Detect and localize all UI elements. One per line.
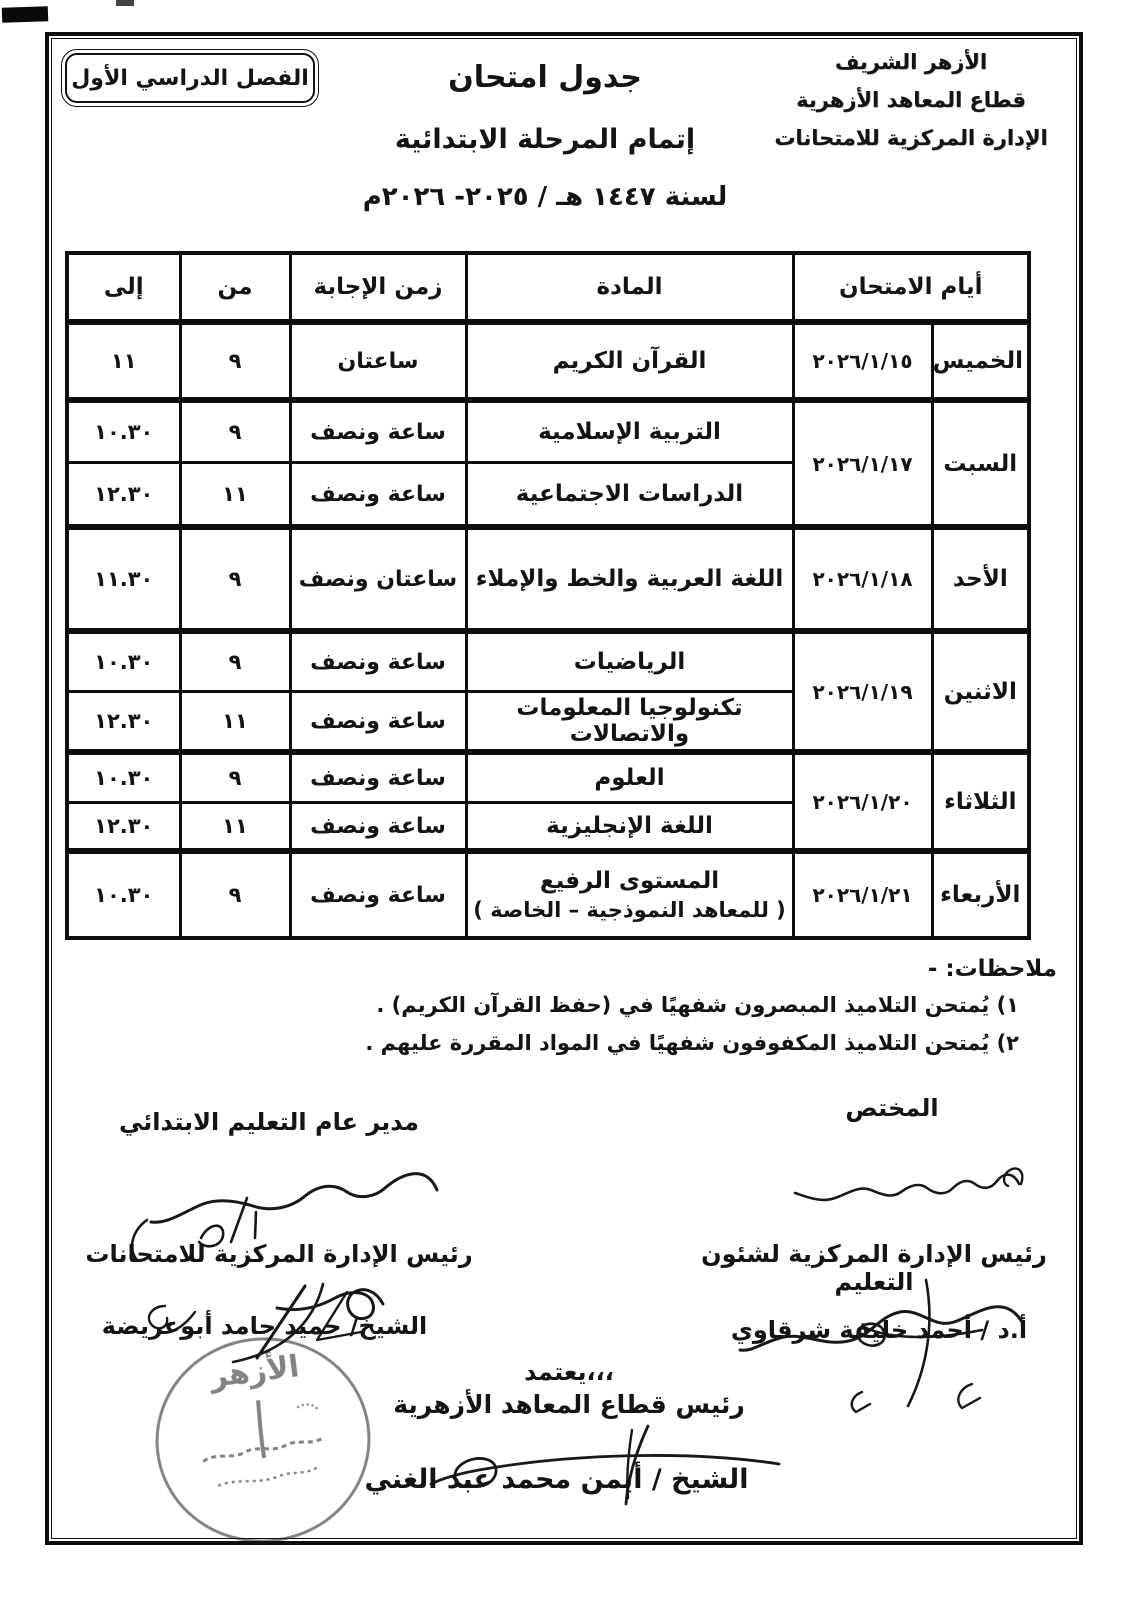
subject-cell: الدراسات الاجتماعية [466,463,793,528]
date-cell: ٢٠٢٦/١/٢٠ [793,752,932,851]
date-cell: ٢٠٢٦/١/٢١ [793,851,932,938]
to-cell: ١١.٣٠ [67,527,180,631]
to-cell: ١٢.٣٠ [67,692,180,753]
notes-section [89,956,1057,1058]
from-cell: ٩ [180,400,290,463]
from-cell: ١١ [180,692,290,753]
subject-line2: ( للمعاهد النموذجية – الخاصة ) [473,898,786,922]
subject-cell [466,851,793,938]
from-cell: ٩ [180,851,290,938]
document-frame [45,32,1083,1545]
duration-cell: ساعة ونصف [290,463,466,528]
header-to: إلى [67,253,180,322]
title-year: لسنة ١٤٤٧ هـ / ٢٠٢٥- ٢٠٢٦م [362,182,728,212]
day-cell: الخميس [932,322,1029,400]
from-cell: ٩ [180,631,290,692]
scan-artifact [2,6,48,23]
table-row [67,400,1029,463]
duration-cell: ساعة ونصف [290,692,466,753]
header-from: من [180,253,290,322]
to-cell: ١١ [67,322,180,400]
duration-cell: ساعتان [290,322,466,400]
org-line-azhar: الأزهر الشريف [834,50,988,74]
table-row [67,851,1029,938]
subject-cell: تكنولوجيا المعلومات والاتصالات [466,692,793,753]
education-affairs-head-label: رئيس الإدارة المركزية لشئون التعليم [701,1240,1047,1296]
subject-cell: اللغة الإنجليزية [466,803,793,852]
org-line-exams-admin: الإدارة المركزية للامتحانات [774,125,1048,150]
date-cell: ٢٠٢٦/١/١٧ [793,400,932,527]
to-cell: ١٠.٣٠ [67,851,180,938]
approval-word: يعتمد،،، [524,1358,614,1386]
duration-cell: ساعة ونصف [290,631,466,692]
table-row [67,527,1029,631]
subject-cell: العلوم [466,752,793,803]
duration-cell: ساعة ونصف [290,803,466,852]
from-cell: ٩ [180,752,290,803]
stamp-text: الأزهر [208,1349,302,1395]
duration-cell: ساعتان ونصف [290,527,466,631]
header-duration: زمن الإجابة [290,253,466,322]
date-cell: ٢٠٢٦/١/١٥ [793,322,932,400]
title-exam-schedule: جدول امتحان [448,60,642,95]
official-stamp [139,1321,387,1559]
subject-cell: القرآن الكريم [466,322,793,400]
scan-artifact [116,0,134,6]
note-item-2: ٢) يُمتحن التلاميذ المكفوفون شفهيًا في المواد المقررة عليهم . [365,1031,1019,1055]
table-header-row [67,253,1029,322]
duration-cell: ساعة ونصف [290,851,466,938]
sector-head-label: رئيس قطاع المعاهد الأزهرية [393,1390,745,1419]
table-row [67,322,1029,400]
day-cell: الثلاثاء [932,752,1029,851]
sector-head-name: الشيخ / أيمن محمد عبد الغني [364,1464,749,1495]
examinations-head-label: رئيس الإدارة المركزية للامتحانات [85,1240,473,1268]
day-cell: الأربعاء [932,851,1029,938]
title-stage: إتمام المرحلة الابتدائية [394,124,696,155]
organization-header [771,44,1051,157]
examinations-head-name: الشيخ/ حميد حامد أبوعريضة [101,1312,428,1340]
to-cell: ١٢.٣٠ [67,463,180,528]
education-affairs-head-name: أ.د / أحمد خليفة شرقاوي [730,1316,1028,1344]
day-cell: السبت [932,400,1029,527]
from-cell: ١١ [180,463,290,528]
table-row [67,752,1029,803]
date-cell: ٢٠٢٦/١/١٩ [793,631,932,752]
subject-cell: التربية الإسلامية [466,400,793,463]
duration-cell: ساعة ونصف [290,752,466,803]
day-cell: الأحد [932,527,1029,631]
duration-cell: ساعة ونصف [290,400,466,463]
notes-title: ملاحظات: - [927,956,1057,982]
to-cell: ١٠.٣٠ [67,752,180,803]
primary-education-director-label: مدير عام التعليم الابتدائي [118,1108,419,1136]
to-cell: ١٠.٣٠ [67,400,180,463]
from-cell: ٩ [180,527,290,631]
specialist-signature [749,1154,1039,1206]
semester-badge-text: الفصل الدراسي الأول [71,65,309,91]
subject-line1: المستوى الرفيع [539,868,720,894]
to-cell: ١٠.٣٠ [67,631,180,692]
subject-cell: الرياضيات [466,631,793,692]
from-cell: ١١ [180,803,290,852]
document-titles [321,60,769,212]
table-row [67,631,1029,692]
day-cell: الاثنين [932,631,1029,752]
exam-schedule-table [65,251,1031,940]
header-exam-days: أيام الامتحان [793,253,1029,322]
header-subject: المادة [466,253,793,322]
semester-badge [61,49,319,107]
from-cell: ٩ [180,322,290,400]
date-cell: ٢٠٢٦/١/١٨ [793,527,932,631]
note-item-1: ١) يُمتحن التلاميذ المبصرون شفهيًا في (حفظ القرآن الكريم) . [376,993,1019,1017]
org-line-sector: قطاع المعاهد الأزهرية [796,87,1026,112]
to-cell: ١٢.٣٠ [67,803,180,852]
specialist-label: المختص [845,1094,939,1122]
subject-cell: اللغة العربية والخط والإملاء [466,527,793,631]
